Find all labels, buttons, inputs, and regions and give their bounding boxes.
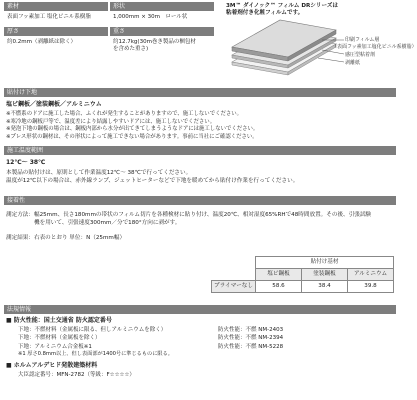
substrate-note: ※寒冷地の鋼板戸等で、温度差により結露しやすいドアには、施工しないでください。 [6, 118, 216, 125]
table-column-header: 塩ビ鋼板 [256, 269, 302, 281]
adhesion-method: 測定方法：幅25mm、長さ180mmの帯状のフィルム切片を各種検材に貼り付け、温度20℃、相対湿度65%RHで48時間放置。その後、引張試験 [6, 212, 372, 218]
adhesion-result: 測定結果：右表のとおり 単位：N（25mm幅） [6, 234, 126, 241]
fire-substrate: 下地：アルミニウム合金板※1 [18, 343, 92, 350]
table-cell: 39.8 [348, 281, 394, 293]
fire-rating-line [18, 334, 396, 343]
thickness-label: 厚さ [4, 27, 108, 36]
formaldehyde-title: ■ ホルムアルデヒド発散建築材料 [6, 362, 98, 370]
diagram-title-line-1: 3M™ ダイノック™ フィルム DRシリーズは [226, 3, 338, 9]
diagram-title-line-2: 粘着剤付き化粧フィルムです。 [226, 10, 304, 17]
substrate-note: ※発泡下地の鋼板の場合は、鋼板内部から水分が出てきてしまうようなドアには施工しないでください。 [6, 126, 259, 133]
fire-number: 防火性能：不燃 NM-5228 [218, 343, 284, 350]
law-section [4, 305, 396, 379]
fire-note: ※1 厚さ0.8mm以上、但し表面部が1400号に準じるものに限る。 [18, 351, 173, 358]
callout-release-paper: 剥離紙 [345, 60, 361, 66]
fire-rating-title: ■ 防火性能：国土交通省 防火認定番号 [6, 317, 112, 324]
substrate-subtitle: 塩ビ鋼板／塗装鋼板／アルミニウム [6, 101, 102, 108]
weight-value [110, 36, 216, 58]
temperature-text: 温度が12℃以下の場合は、赤外線ランプ、ジェットヒーターなどで下地を暖めてから貼付け作業を行ってください。 [6, 178, 299, 185]
formaldehyde-line: 大臣認定番号：MFN-2782（等級：F☆☆☆☆） [18, 371, 135, 378]
substrate-note: ※不燃系のドアに施工した場合、ふくれが発生することがありますので、施工しないでください。 [6, 110, 243, 117]
material-value: 表面フッ素加工 塩化ビニル系樹脂 [7, 14, 91, 20]
weight-label: 重さ [110, 27, 214, 36]
table-cell: 38.4 [302, 281, 348, 293]
table-corner [212, 269, 256, 281]
fire-rating-line [18, 326, 396, 335]
substrate-note: ※プレス形状の鋼材は、その形状によって施工できない場合があります。事前に当社にご確認ください。 [6, 134, 258, 141]
temperature-title: 施工温度範囲 [4, 146, 396, 155]
fire-substrate: 下地：不燃材料（金属板に限る、但しアルミニウムを除く） [18, 326, 167, 333]
table-row [212, 281, 394, 293]
temperature-range: 12℃〜 38℃ [6, 159, 46, 166]
temperature-section [4, 146, 396, 186]
substrate-section [4, 88, 396, 142]
fire-substrate: 下地：不燃材料（金属板を除く） [18, 335, 101, 342]
substrate-title: 貼付け下地 [4, 88, 396, 97]
fire-number: 防火性能：不燃 NM-2394 [218, 335, 284, 342]
spec-grid [4, 2, 216, 58]
layer-diagram [218, 0, 417, 86]
adhesion-section [4, 196, 396, 242]
callout-adhesive: 感圧型粘着剤 [345, 52, 376, 58]
form-label: 形状 [110, 2, 214, 11]
table-column-header: 塗装鋼板 [302, 269, 348, 281]
table-group-header: 貼付け基材 [256, 257, 394, 269]
table-column-header: アルミニウム [348, 269, 394, 281]
weight-value-line-1: 約12.7kg(30m巻き製品の梱包材 [113, 39, 196, 45]
thickness-value: 約0.2mm（剥離紙は除く） [7, 39, 76, 45]
temperature-text: 本製品の貼付けは、原則として作業温度12℃〜 38℃で行ってください。 [6, 169, 192, 176]
callout-print-film: 印刷フィルム層 [345, 37, 380, 43]
weight-value-line-2: を含めた重さ) [113, 45, 149, 52]
fire-number: 防火性能：不燃 NM-2403 [218, 326, 284, 333]
form-value: 1,000mm × 30m ロール状 [113, 14, 188, 20]
callout-print-film-detail: （表面フッ素加工塩化ビニル系樹脂） [332, 44, 417, 50]
adhesion-table [211, 256, 394, 293]
table-cell: 58.6 [256, 281, 302, 293]
law-title: 法規情報 [4, 305, 396, 314]
material-label: 素材 [4, 2, 108, 11]
adhesion-title: 接着性 [4, 196, 396, 205]
adhesion-method-cont: 機を用いて、引張速度300mm／分で180°方向に剥がす。 [34, 220, 181, 227]
table-row-header: プライマーなし [212, 281, 256, 293]
table-corner [212, 257, 256, 269]
